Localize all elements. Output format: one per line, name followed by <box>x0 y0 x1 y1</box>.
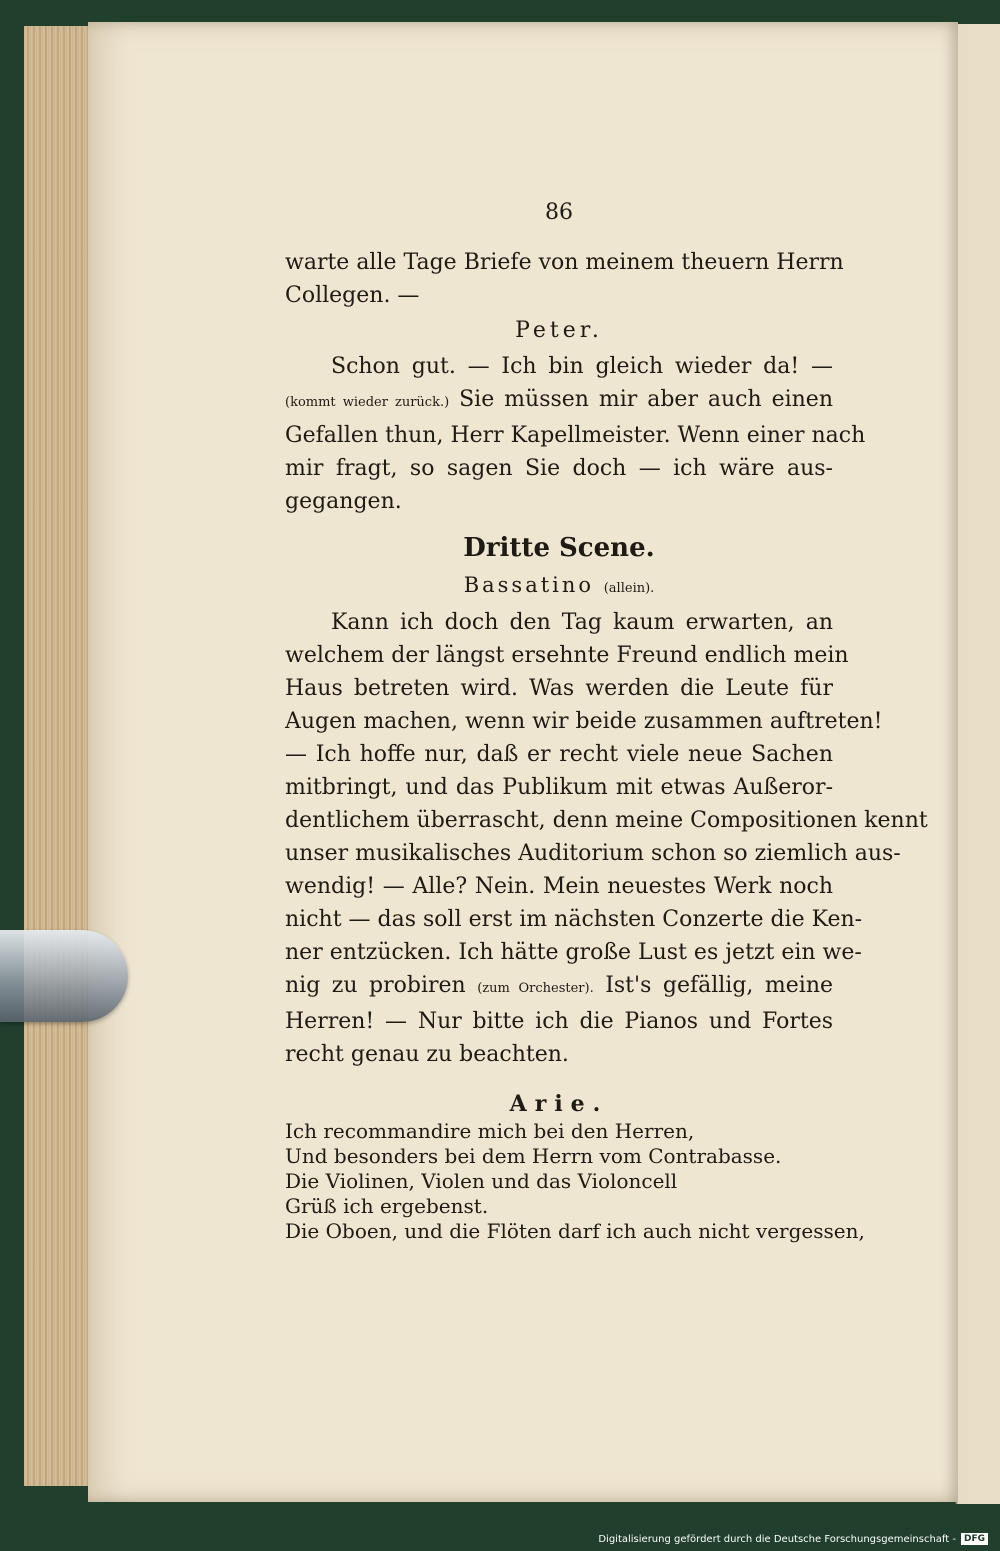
text-line <box>285 383 833 419</box>
facing-page-edge <box>955 24 1000 1504</box>
text-line: gegangen. <box>285 489 402 514</box>
text-line: Haus betreten wird. Was werden die Leute für <box>285 676 833 701</box>
text-fragment: Ist's gefällig, meine <box>605 973 834 998</box>
stage-direction: (zum Orchester). <box>477 981 594 996</box>
text-line: Collegen. — <box>285 283 420 308</box>
text-line: Schon gut. — Ich bin gleich wieder da! — <box>331 354 833 379</box>
verse-line: Grüß ich ergebenst. <box>285 1194 489 1218</box>
character-name: Bassatino <box>463 573 595 597</box>
scene-title: Dritte Scene. <box>463 533 655 563</box>
text-line: warte alle Tage Briefe von meinem theuern Herrn <box>285 250 844 275</box>
page-clip-holder <box>0 930 128 1022</box>
text-line: mir fragt, so sagen Sie doch — ich wäre aus- <box>285 456 833 481</box>
text-line: recht genau zu beachten. <box>285 1042 569 1067</box>
text-fragment: Sie müssen mir aber auch einen <box>459 387 833 412</box>
text-fragment: nig zu probiren <box>285 973 466 998</box>
verse-line: Und besonders bei dem Herrn vom Contrabasse. <box>285 1144 782 1168</box>
stage-direction: (allein). <box>603 581 655 596</box>
dfg-logo: DFG <box>961 1533 988 1545</box>
text-line: ner entzücken. Ich hätte große Lust es jetzt ein we- <box>285 940 862 965</box>
text-line: nicht — das soll erst im nächsten Conzerte die Ken- <box>285 907 863 932</box>
digitization-credit <box>598 1533 988 1545</box>
text-line: — Ich hoffe nur, daß er recht viele neue Sachen <box>285 742 833 767</box>
book-page-edges <box>24 26 95 1486</box>
text-line: Augen machen, wenn wir beide zusammen auftreten! <box>285 709 883 734</box>
aria-title: Arie. <box>509 1091 609 1117</box>
text-line: wendig! — Alle? Nein. Mein neuestes Werk noch <box>285 874 833 899</box>
verse-line: Ich recommandire mich bei den Herren, <box>285 1119 695 1143</box>
text-line: mitbringt, und das Publikum mit etwas Außeror- <box>285 775 833 800</box>
scene-subtitle <box>285 568 833 606</box>
verse-line: Die Oboen, und die Flöten darf ich auch nicht vergessen, <box>285 1219 865 1243</box>
text-line: Gefallen thun, Herr Kapellmeister. Wenn einer nach <box>285 423 866 448</box>
text-line <box>285 969 833 1005</box>
page-text <box>285 200 928 1244</box>
text-line: welchem der längst ersehnte Freund endlich mein <box>285 643 849 668</box>
text-line: Herren! — Nur bitte ich die Pianos und Fortes <box>285 1009 833 1034</box>
text-line: Kann ich doch den Tag kaum erwarten, an <box>331 610 833 635</box>
text-line: unser musikalisches Auditorium schon so ziemlich aus- <box>285 841 901 866</box>
speaker-name: Peter. <box>515 318 603 343</box>
verse-line: Die Violinen, Violen und das Violoncell <box>285 1169 678 1193</box>
text-line: dentlichem überrascht, denn meine Compositionen kennt <box>285 808 928 833</box>
page-number: 86 <box>545 200 573 225</box>
stage-direction: (kommt wieder zurück.) <box>285 395 450 410</box>
credit-text: Digitalisierung gefördert durch die Deutsche Forschungsgemeinschaft - <box>598 1533 956 1545</box>
